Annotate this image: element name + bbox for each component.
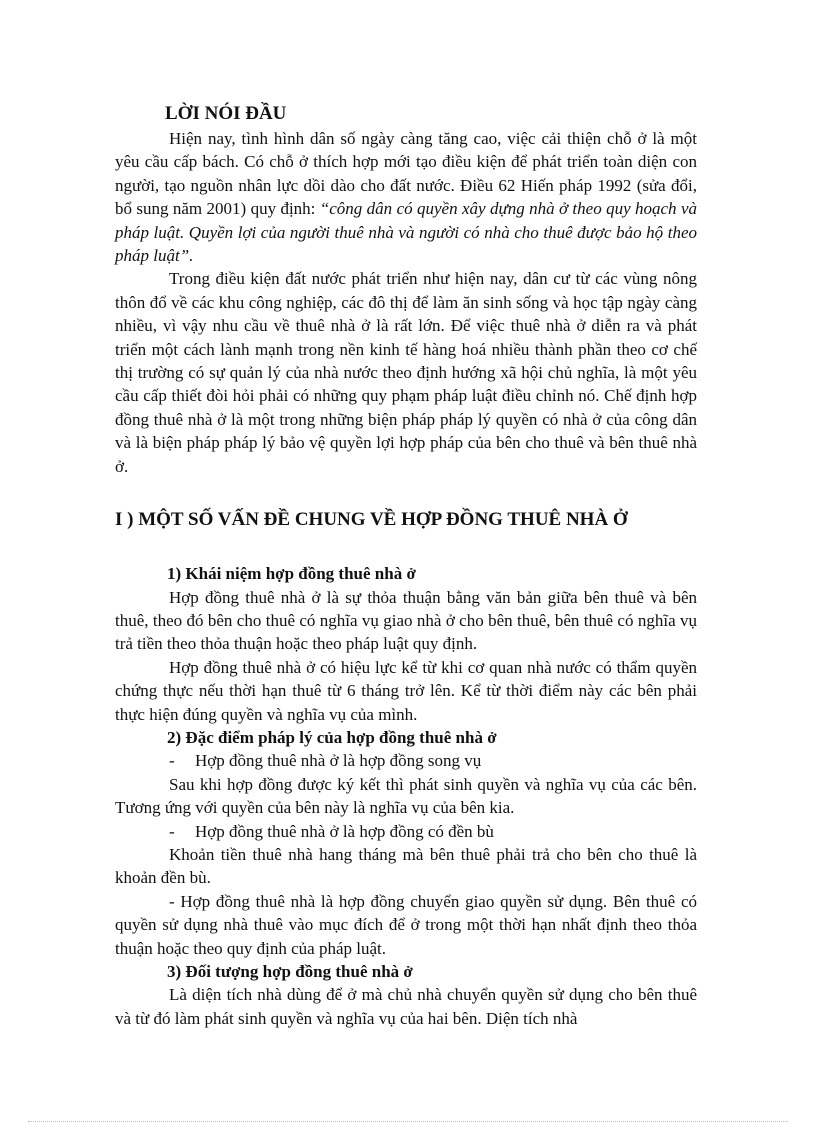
bullet-compensated [169,820,697,843]
document-page [115,100,697,1030]
intro-text: Hiện nay, tình hình dân số ngày càng tăng cao, việc cải thiện chỗ ở là một yêu cầu cấp bách. Có chỗ ở thích hợp mới tạo điều kiện để phát triển toàn diện con người, tạo nguồn nhân lực dồi dào cho đất nước. Điều 62 Hiến pháp 1992 (sửa đổi, bổ sung năm 2001) quy định: [115,129,697,219]
compensated-paragraph: Khoản tiền thuê nhà hang tháng mà bên thuê phải trả cho bên cho thuê là khoản đền bù. [115,844,697,888]
subheading-subject: 3) Đối tượng hợp đồng thuê nhà ở [167,962,413,981]
subheading-legal-features: 2) Đặc điểm pháp lý của hợp đồng thuê nhà ở [167,727,497,747]
bullet-text: Hợp đồng thuê nhà ở là hợp đồng song vụ [195,751,482,771]
page-title: LỜI NÓI ĐẦU [165,103,287,124]
bullet-text: Hợp đồng thuê nhà ở là hợp đồng có đền bù [195,821,494,841]
intro-paragraph-1 [115,127,697,267]
subheading-concept: 1) Khái niệm hợp đồng thuê nhà ở [167,564,416,584]
dash-marker: - [169,751,175,771]
concept-paragraph-2: Hợp đồng thuê nhà ở có hiệu lực kể từ khi cơ quan nhà nước có thẩm quyền chứng thực nếu thời hạn thuê từ 6 tháng trở lên. Kể từ thời điểm này các bên phải thực hiện đúng quyền và nghĩa vụ của mình. [115,657,697,724]
bilateral-paragraph: Sau khi hợp đồng được ký kết thì phát sinh quyền và nghĩa vụ của các bên. Tương ứng với quyền của bên này là nghĩa vụ của bên kia. [115,774,697,818]
bullet-bilateral [169,749,697,772]
transfer-paragraph: - Hợp đồng thuê nhà là hợp đồng chuyển giao quyền sử dụng. Bên thuê có quyền sử dụng nhà thuê vào mục đích để ở trong một thời hạn nhất định theo thỏa thuận hoặc theo quy định của pháp luật. [115,891,697,958]
subject-paragraph: Là diện tích nhà dùng để ở mà chủ nhà chuyển quyền sử dụng cho bên thuê và từ đó làm phát sinh quyền và nghĩa vụ của hai bên. Diện tích nhà [115,985,697,1028]
constitution-quote: “công dân có quyền xây dựng nhà ở theo quy hoạch và pháp luật. Quyền lợi của người thuê nhà và người có nhà cho thuê được bảo hộ theo pháp luật”. [115,199,697,266]
concept-paragraph-1: Hợp đồng thuê nhà ở là sự thỏa thuận bằng văn bản giữa bên thuê và bên thuê, theo đó bên cho thuê có nghĩa vụ giao nhà ở cho bên thuê, bên thuê có nghĩa vụ trả tiền theo thỏa thuận hoặc theo pháp luật quy định. [115,587,697,654]
intro-paragraph-2: Trong điều kiện đất nước phát triển như hiện nay, dân cư từ các vùng nông thôn đổ về các khu công nghiệp, các đô thị để làm ăn sinh sống và học tập ngày càng nhiều, vì vậy nhu cầu về thuê nhà ở là rất lớn. Để việc thuê nhà ở diễn ra và phát triển một cách lành mạnh trong nền kinh tế hàng hoá nhiều thành phần theo cơ chế thị trường có sự quản lý của nhà nước theo định hướng xã hội chủ nghĩa, là một yêu cầu cấp thiết đòi hỏi phải có những quy phạm pháp luật điều chỉnh nó. Chế định hợp đồng thuê nhà ở là một trong những biện pháp pháp lý quyền có nhà ở của công dân và là biện pháp pháp lý bảo vệ quyền lợi hợp pháp của bên cho thuê và bên thuê nhà ở. [115,269,697,476]
section-heading-1: I ) MỘT SỐ VẤN ĐỀ CHUNG VỀ HỢP ĐỒNG THUÊ NHÀ Ở [115,509,628,531]
dash-marker: - [169,821,175,841]
page-divider [28,1121,788,1122]
